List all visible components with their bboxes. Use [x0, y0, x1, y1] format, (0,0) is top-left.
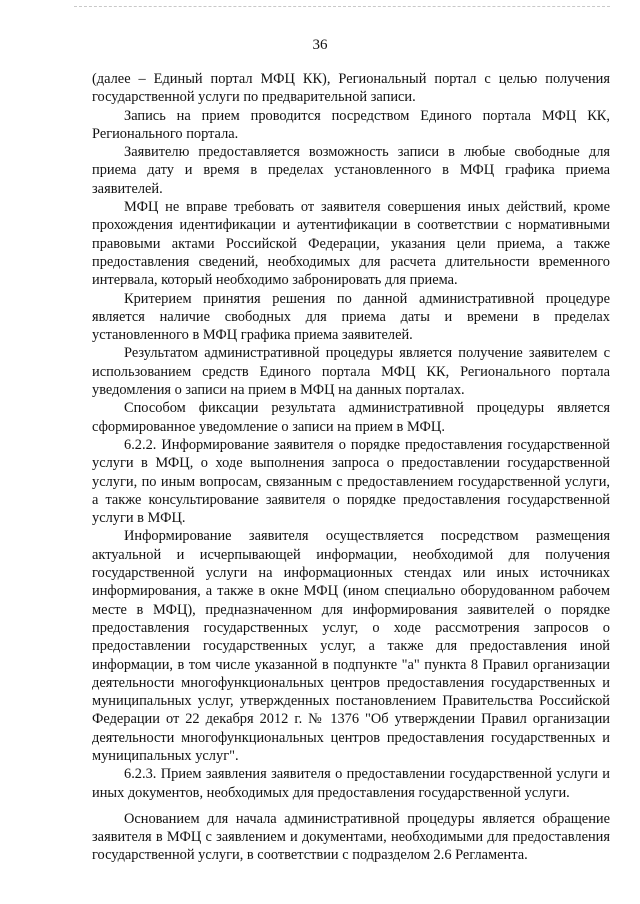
paragraph: Запись на прием проводится посредством Единого портала МФЦ КК, Регионального портала.	[92, 107, 610, 142]
paragraph: Заявителю предоставляется возможность записи в любые свободные для приема дату и время в пределах установленного в МФЦ графика приема заявителей.	[92, 144, 610, 197]
paragraph: Способом фиксации результата административной процедуры является сформированное уведомление о записи на прием в МФЦ.	[92, 400, 610, 435]
paragraph: Результатом административной процедуры является получение заявителем с использованием средств Единого портала МФЦ КК, Регионального портала уведомления о записи на прием в МФЦ на данных порталах.	[92, 345, 610, 399]
section-heading-6-2-3: 6.2.3. Прием заявления заявителя о предоставлении государственной услуги и иных документов, необходимых для предоставления государственной услуги.	[92, 766, 610, 801]
paragraph: Критерием принятия решения по данной административной процедуре является наличие свободных для приема даты и времени в пределах установленного в МФЦ графика приема заявителей.	[92, 290, 610, 344]
paragraph-continuation: (далее – Единый портал МФЦ КК), Региональный портал с целью получения государственной услуги по предварительной записи.	[92, 71, 610, 106]
document-body	[92, 70, 610, 865]
scan-edge-line	[74, 6, 610, 7]
paragraph: Основанием для начала административной процедуры является обращение заявителя в МФЦ с заявлением и документами, необходимыми для предоставления государственной услуги, в соответствии с подразделом 2.6 Регламента.	[92, 810, 610, 864]
page-number: 36	[312, 37, 328, 53]
paragraph: МФЦ не вправе требовать от заявителя совершения иных действий, кроме прохождения идентификации и аутентификации в соответствии с нормативными правовыми актами Российской Федерации, указания цели приема, а также предоставления сведений, необходимых для расчета длительности временного интервала, который необходимо забронировать для приема.	[92, 199, 610, 289]
paragraph: Информирование заявителя осуществляется посредством размещения актуальной и исчерпывающей информации, необходимой для получения государственной услуги на информационных стендах или иных источниках информирования, а также в окне МФЦ (ином специально оборудованном рабочем месте в МФЦ), предназначенном для информирования заявителей о порядке предоставления государственных услуг, о ходе рассмотрения запросов о предоставлении государственных услуг, а также для предоставления иной информации, в том числе указанной в подпункте "а" пункта 8 Правил организации деятельности многофункциональных центров предоставления государственных и муниципальных услуг, утвержденных постановлением Правительства Российской Федерации от 22 декабря 2012 г. № 1376 "Об утверждении Правил организации деятельности многофункциональных центров предоставления государственных и муниципальных услуг".	[92, 528, 610, 764]
section-heading-6-2-2: 6.2.2. Информирование заявителя о порядке предоставления государственной услуги в МФЦ, о ходе выполнения запроса о предоставлении государственной услуги, по иным вопросам, связанным с предоставлением государственной услуги, а также консультирование заявителя о порядке предоставления государственной услуги в МФЦ.	[92, 436, 610, 527]
